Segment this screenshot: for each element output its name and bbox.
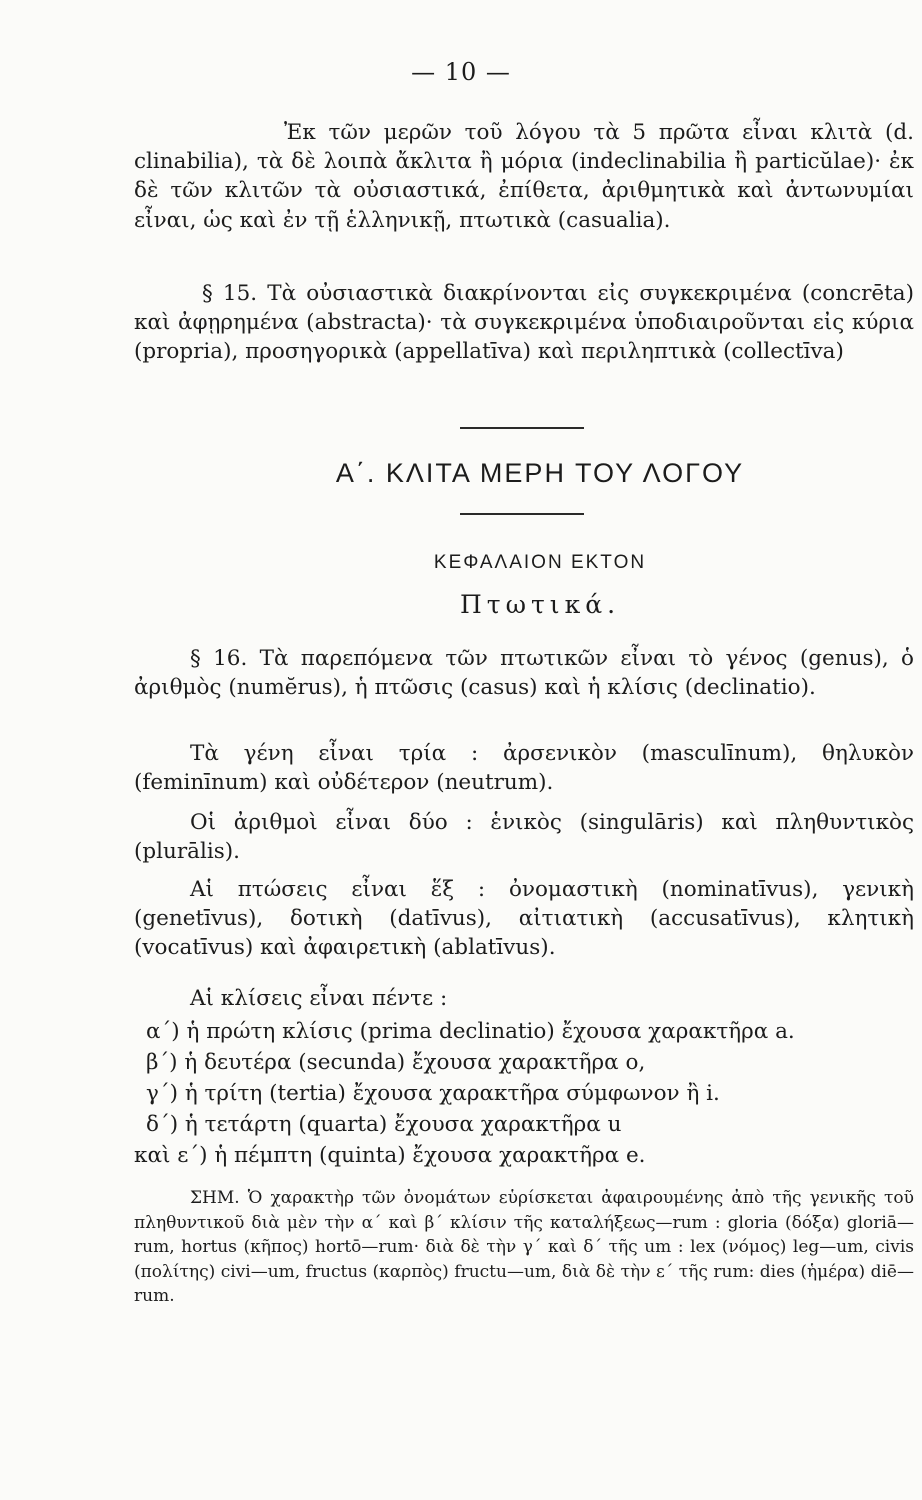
chapter-label: ΚΕΦΑΛΑΙΟΝ ΕΚΤΟΝ [433,552,647,573]
numbers-paragraph: Οἱ ἀριθμοὶ εἶναι δύο : ἑνικὸς (singulāris) καὶ πληθυντικὸς (plurālis). [134,810,914,865]
declension-item: β΄) ἡ δευτέρα (secunda) ἔχουσα χαρακτῆρα o, [146,1050,646,1075]
section-16-paragraph: § 16. Τὰ παρεπόμενα τῶν πτωτικῶν εἶναι τὸ γένος (genus), ὁ ἀριθμὸς (numĕrus), ἡ πτῶσις (casus) καὶ ἡ κλίσις (declinatio). [134,646,914,701]
declension-item: δ΄) ἡ τετάρτη (quarta) ἔχουσα χαρακτῆρα u [146,1112,622,1137]
chapter-title: Πτωτικά. [459,590,621,619]
cases-paragraph: Αἱ πτώσεις εἶναι ἕξ : ὀνομαστικὴ (nominatīvus), γενικὴ (genetīvus), δοτικὴ (datīvus), αἰτιατικὴ (accusatīvus), κλητικὴ (vocatīvus) καὶ ἀφαιρετικὴ (ablatīvus). [134,877,914,961]
section-15-paragraph: § 15. Τὰ οὐσιαστικὰ διακρίνονται εἰς συγκεκριμένα (concrēta) καὶ ἀφῃρημένα (abstracta)· τὰ συγκεκριμένα ὑποδιαιροῦνται εἰς κύρια (propria), προσηγορικὰ (appellatīva) καὶ περιληπτικὰ (collectīva) [134,281,914,365]
footnote: ΣΗΜ. Ὁ χαρακτὴρ τῶν ὀνομάτων εὑρίσκεται ἀφαιρουμένης ἀπὸ τῆς γενικῆς τοῦ πληθυντικοῦ διὰ μὲν τὴν α΄ καὶ β΄ κλίσιν τῆς καταλήξεως—rum : gloria (δόξα) gloriā—rum, hortus (κῆπος) hortō—rum· διὰ δὲ τὴν γ΄ καὶ δ΄ τῆς um : lex (νόμος) leg—um, civis (πολίτης) civi—um, fructus (καρπὸς) fructu—um, διὰ δὲ τὴν ε΄ τῆς rum: dies (ἡμέρα) diē—rum. [134,1188,914,1307]
intro-paragraph: Ἐκ τῶν μερῶν τοῦ λόγου τὰ 5 πρῶτα εἶναι κλιτὰ (d. clinabilia), τὰ δὲ λοιπὰ ἄκλιτα ἢ μόρια (indeclinabilia ἢ particŭlae)· ἐκ δὲ τῶν κλιτῶν τὰ οὐσιαστικά, ἐπίθετα, ἀριθμητικὰ καὶ ἀντωνυμίαι εἶναι, ὡς καὶ ἐν τῇ ἑλληνικῇ, πτωτικὰ (casualia). [134,120,914,233]
divider-bottom [460,513,584,515]
section-heading: Α΄. ΚΛΙΤΑ ΜΕΡΗ ΤΟΥ ΛΟΓΟΥ [335,458,745,488]
declensions-intro: Αἱ κλίσεις εἶναι πέντε : [190,986,448,1011]
declension-list [134,1016,914,1171]
declension-item: καὶ ε΄) ἡ πέμπτη (quinta) ἔχουσα χαρακτῆρα e. [134,1143,646,1168]
declension-item: α΄) ἡ πρώτη κλίσις (prima declinatio) ἔχουσα χαρακτῆρα a. [146,1019,795,1044]
declension-item: γ΄) ἡ τρίτη (tertia) ἔχουσα χαρακτῆρα σύμφωνον ἢ i. [146,1081,720,1106]
divider-top [460,427,584,429]
page-number: — 10 — [411,58,511,86]
genders-paragraph: Τὰ γένη εἶναι τρία : ἀρσενικὸν (masculīnum), θηλυκὸν (feminīnum) καὶ οὐδέτερον (neutrum). [134,741,914,796]
